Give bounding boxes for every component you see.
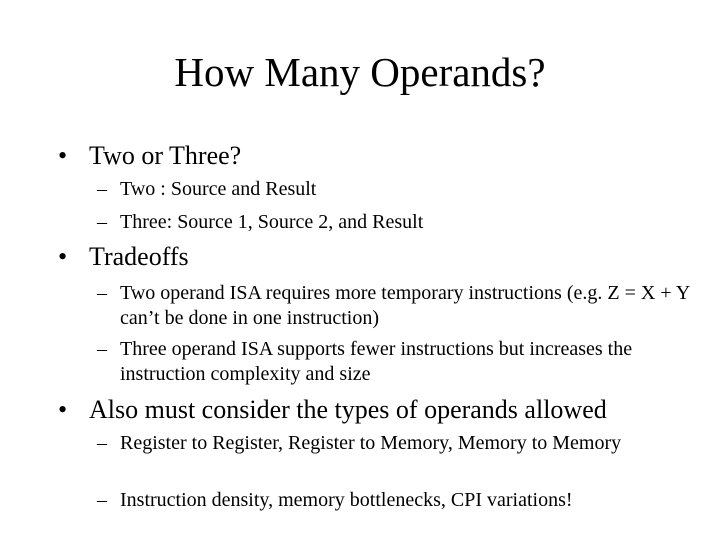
dash-icon: –	[97, 211, 107, 233]
bullet-text: Tradeoffs	[89, 242, 189, 271]
dash-icon: –	[97, 489, 107, 511]
dash-icon: –	[97, 338, 107, 360]
dash-icon: –	[97, 178, 107, 200]
bullet-text: Also must consider the types of operands allowed	[89, 395, 607, 424]
sub-bullet-text: Instruction density, memory bottlenecks, CPI variations!	[120, 489, 573, 511]
bullet-text: Two or Three?	[89, 141, 242, 170]
sub-bullet-text: Register to Register, Register to Memory, Memory to Memory	[120, 432, 622, 454]
sub-bullet-text: Two operand ISA requires more temporary instructions (e.g. Z = X + Y can’t be done in one instruction)	[120, 282, 690, 329]
bullet-icon: •	[58, 242, 68, 271]
bullet-icon: •	[58, 141, 68, 170]
bullet-icon: •	[58, 395, 68, 424]
sub-bullet-text: Three: Source 1, Source 2, and Result	[120, 211, 424, 233]
dash-icon: –	[97, 432, 107, 454]
sub-bullet-text: Two : Source and Result	[120, 178, 317, 200]
dash-icon: –	[97, 282, 107, 304]
slide-title: How Many Operands?	[174, 49, 546, 95]
sub-bullet-text: Three operand ISA supports fewer instructions but increases the instruction complexity and size	[120, 338, 633, 385]
